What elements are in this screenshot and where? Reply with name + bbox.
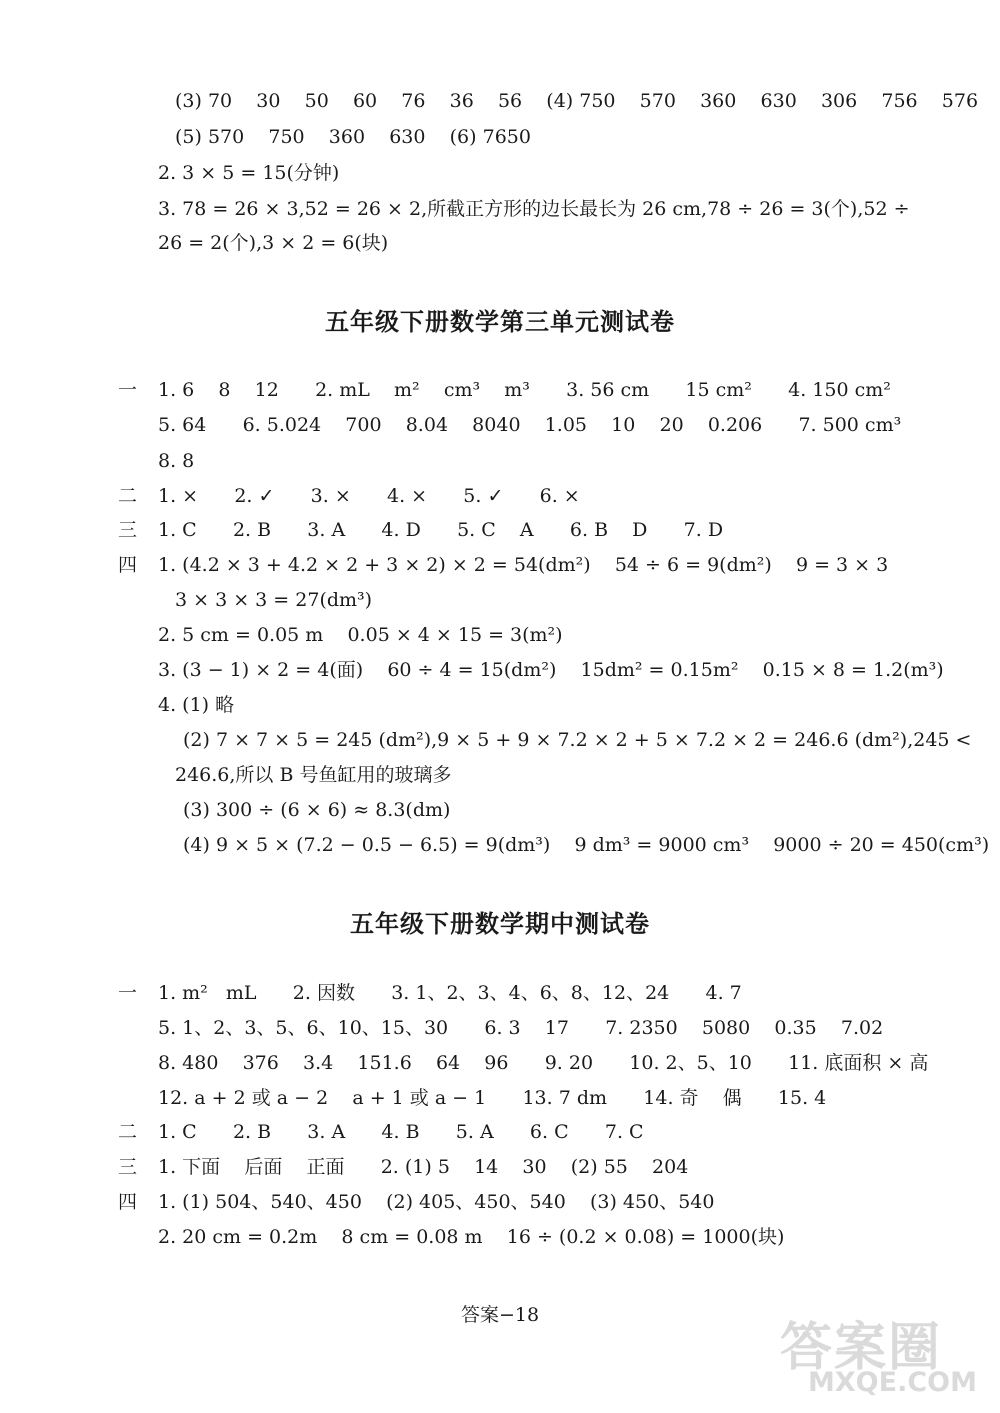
section-mark: 一 [118, 379, 138, 401]
answer-line: 5. 1、2、3、5、6、10、15、30 6. 3 17 7. 2350 5080 0.35 7.02 [158, 1017, 884, 1039]
answer-line: 3 × 3 × 3 = 27(dm³) [175, 589, 373, 611]
answer-line: (2) 7 × 7 × 5 = 245 (dm²),9 × 5 + 9 × 7.2 × 2 + 5 × 7.2 × 2 = 246.6 (dm²),245 < [183, 729, 972, 751]
answer-line: 1. (4.2 × 3 + 4.2 × 2 + 3 × 2) × 2 = 54(dm²) 54 ÷ 6 = 9(dm²) 9 = 3 × 3 [158, 554, 889, 576]
answer-line: 2. 20 cm = 0.2m 8 cm = 0.08 m 16 ÷ (0.2 × 0.08) = 1000(块) [158, 1226, 785, 1248]
answer-line: 1. (1) 504、540、450 (2) 405、450、540 (3) 450、540 [158, 1191, 715, 1213]
answer-line: 8. 480 376 3.4 151.6 64 96 9. 20 10. 2、5、10 11. 底面积 × 高 [158, 1052, 929, 1074]
section-mark: 一 [118, 982, 138, 1004]
watermark-text: 答案圈 [780, 1318, 943, 1378]
section-mark: 二 [118, 485, 138, 507]
section-mark: 四 [118, 554, 138, 576]
answer-line: (3) 300 ÷ (6 × 6) ≈ 8.3(dm) [183, 799, 451, 821]
page-number: 答案−18 [460, 1304, 540, 1326]
answer-line: 2. 5 cm = 0.05 m 0.05 × 4 × 15 = 3(m²) [158, 624, 563, 646]
section-mark: 二 [118, 1121, 138, 1143]
answer-line: 4. (1) 略 [158, 694, 235, 716]
answer-line: 1. × 2. ✓ 3. × 4. × 5. ✓ 6. × [158, 485, 580, 507]
answer-line: 1. 6 8 12 2. mL m² cm³ m³ 3. 56 cm 15 cm² 4. 150 cm² [158, 379, 891, 401]
section-mark: 三 [118, 519, 138, 541]
section-mark: 三 [118, 1156, 138, 1178]
answer-line: 8. 8 [158, 450, 195, 472]
answer-line: (3) 70 30 50 60 76 36 56 (4) 750 570 360 630 306 756 576 [175, 90, 979, 112]
answer-line: 1. C 2. B 3. A 4. B 5. A 6. C 7. C [158, 1121, 644, 1143]
answer-line: 1. C 2. B 3. A 4. D 5. C A 6. B D 7. D [158, 519, 724, 541]
section-title-unit3: 五年级下册数学第三单元测试卷 [325, 308, 675, 336]
answer-line: 3. (3 − 1) × 2 = 4(面) 60 ÷ 4 = 15(dm²) 15dm² = 0.15m² 0.15 × 8 = 1.2(m³) [158, 659, 944, 681]
answer-line: 1. m² mL 2. 因数 3. 1、2、3、4、6、8、12、24 4. 7 [158, 982, 742, 1004]
answer-line: 5. 64 6. 5.024 700 8.04 8040 1.05 10 20 0.206 7. 500 cm³ [158, 414, 902, 436]
watermark-url: MXQE.COM [808, 1367, 977, 1398]
answer-line: (4) 9 × 5 × (7.2 − 0.5 − 6.5) = 9(dm³) 9 dm³ = 9000 cm³ 9000 ÷ 20 = 450(cm³) [183, 834, 990, 856]
answer-line: 3. 78 = 26 × 3,52 = 26 × 2,所截正方形的边长最长为 26 cm,78 ÷ 26 = 3(个),52 ÷ [158, 198, 910, 220]
answer-line: 26 = 2(个),3 × 2 = 6(块) [158, 232, 389, 254]
section-title-midterm: 五年级下册数学期中测试卷 [350, 910, 650, 938]
answer-line: (5) 570 750 360 630 (6) 7650 [175, 126, 531, 148]
answer-line: 1. 下面 后面 正面 2. (1) 5 14 30 (2) 55 204 [158, 1156, 689, 1178]
section-mark: 四 [118, 1191, 138, 1213]
answer-line: 246.6,所以 B 号鱼缸用的玻璃多 [175, 764, 452, 786]
answer-line: 2. 3 × 5 = 15(分钟) [158, 162, 340, 184]
answer-line: 12. a + 2 或 a − 2 a + 1 或 a − 1 13. 7 dm 14. 奇 偶 15. 4 [158, 1087, 827, 1109]
watermark-logo [770, 1305, 995, 1405]
